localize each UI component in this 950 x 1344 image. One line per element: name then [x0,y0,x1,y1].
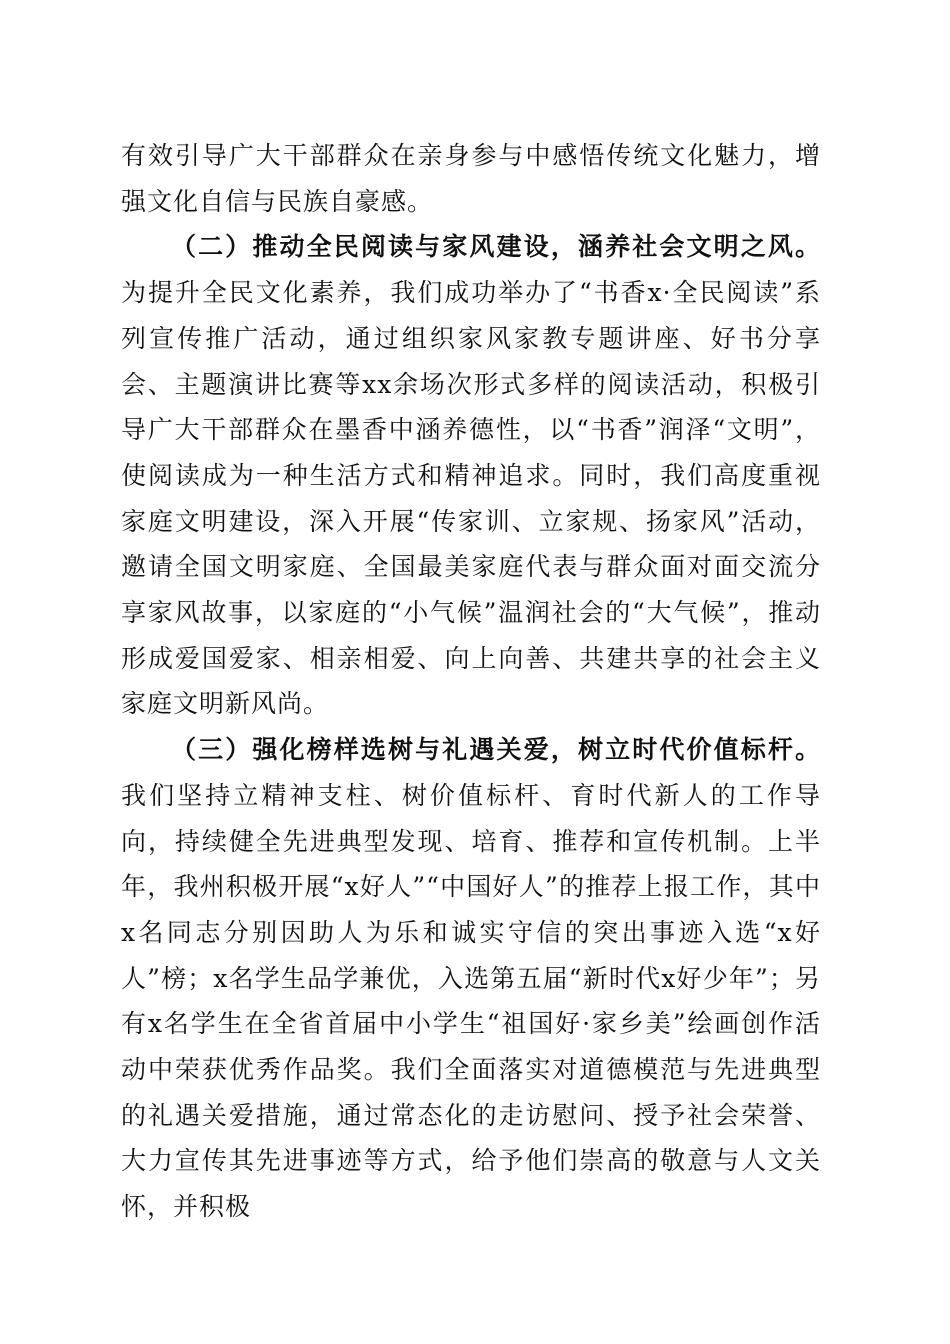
document-body [121,133,821,1230]
section-three-paragraph [121,727,821,1230]
paragraph-continuation [121,133,821,224]
section-two-paragraph [121,224,821,727]
section-two-body: 为提升全民文化素养，我们成功举办了“书香x·全民阅读”系列宣传推广活动，通过组织家风家教专题讲座、好书分享会、主题演讲比赛等xx余场次形式多样的阅读活动，积极引导广大干部群众在墨香中涵养德性，以“书香”润泽“文明”，使阅读成为一种生活方式和精神追求。同时，我们高度重视家庭文明建设，深入开展“传家训、立家规、扬家风”活动，邀请全国文明家庭、全国最美家庭代表与群众面对面交流分享家风故事，以家庭的“小气候”温润社会的“大气候”，推动形成爱国爱家、相亲相爱、向上向善、共建共享的社会主义家庭文明新风尚。 [121,278,821,719]
section-three-heading: （三）强化榜样选树与礼遇关爱，树立时代价值标杆。 [171,735,821,765]
section-three-body: 我们坚持立精神支柱、树价值标杆、育时代新人的工作导向，持续健全先进典型发现、培育、推荐和宣传机制。上半年，我州积极开展“x好人”“中国好人”的推荐上报工作，其中x名同志分别因助人为乐和诚实守信的突出事迹入选“x好人”榜；x名学生品学兼优，入选第五届“新时代x好少年”；另有x名学生在全省首届中小学生“祖国好·家乡美”绘画创作活动中荣获优秀作品奖。我们全面落实对道德模范与先进典型的礼遇关爱措施，通过常态化的走访慰问、授予社会荣誉、大力宣传其先进事迹等方式，给予他们崇高的敬意与人文关怀，并积极 [121,780,821,1222]
section-two-heading: （二）推动全民阅读与家风建设，涵养社会文明之风。 [171,232,821,262]
paragraph-text: 有效引导广大干部群众在亲身参与中感悟传统文化魅力，增强文化自信与民族自豪感。 [121,141,821,216]
